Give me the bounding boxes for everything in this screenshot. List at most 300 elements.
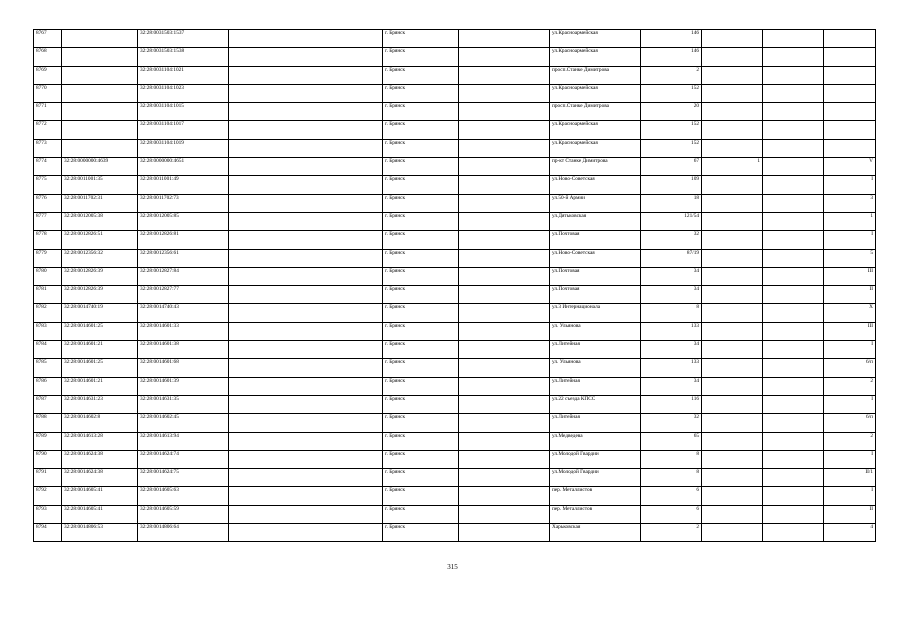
parent-cadastral-number-cell: 32:28:0012826:39 — [62, 286, 138, 304]
street-cell: ул.Литейная — [550, 341, 641, 359]
table-row — [34, 469, 876, 487]
parent-cadastral-number-cell: 32:28:0014631:23 — [62, 395, 138, 413]
premises-cell: I — [824, 231, 876, 249]
street-cell: ул.Почтовая — [550, 231, 641, 249]
house-number-cell: 146 — [641, 48, 702, 66]
table-row — [34, 194, 876, 212]
cadastral-number-cell: 32:28:0031503:1537 — [138, 30, 229, 48]
cadastral-number-cell: 32:28:0012005:85 — [138, 212, 229, 230]
empty-cell — [229, 249, 383, 267]
empty-cell — [229, 84, 383, 102]
city-cell: г. Брянск — [383, 377, 459, 395]
empty-cell — [229, 212, 383, 230]
building-cell — [702, 505, 763, 523]
empty-cell — [229, 414, 383, 432]
empty-cell — [229, 377, 383, 395]
building-cell — [702, 231, 763, 249]
city-cell: г. Брянск — [383, 469, 459, 487]
street-cell: ул.Медведева — [550, 432, 641, 450]
building-cell — [702, 304, 763, 322]
premises-cell: 6/п — [824, 359, 876, 377]
table-row — [34, 432, 876, 450]
row-number-cell: 8777 — [34, 212, 62, 230]
premises-cell — [824, 66, 876, 84]
empty-cell — [229, 267, 383, 285]
premises-cell: 3 — [824, 194, 876, 212]
page-number: 315 — [447, 563, 458, 571]
cadastral-number-cell: 32:28:0014740:43 — [138, 304, 229, 322]
city-cell: г. Брянск — [383, 505, 459, 523]
city-cell: г. Брянск — [383, 304, 459, 322]
house-number-cell: 6 — [641, 505, 702, 523]
empty-cell — [763, 194, 824, 212]
cadastral-number-cell: 32:28:0014602:45 — [138, 414, 229, 432]
premises-cell: I — [824, 450, 876, 468]
row-number-cell: 8775 — [34, 176, 62, 194]
building-cell — [702, 432, 763, 450]
row-number-cell: 8771 — [34, 103, 62, 121]
street-cell: ул.3 Интернационала — [550, 304, 641, 322]
empty-cell — [763, 158, 824, 176]
house-number-cell: 34 — [641, 341, 702, 359]
city-cell: г. Брянск — [383, 341, 459, 359]
empty-cell — [229, 30, 383, 48]
parent-cadastral-number-cell — [62, 30, 138, 48]
house-number-cell: 133 — [641, 359, 702, 377]
empty-cell — [229, 103, 383, 121]
empty-cell — [763, 30, 824, 48]
cadastral-number-cell: 32:28:0014601:33 — [138, 322, 229, 340]
empty-cell — [229, 139, 383, 157]
building-cell — [702, 121, 763, 139]
building-cell — [702, 524, 763, 542]
city-cell: г. Брянск — [383, 158, 459, 176]
street-cell: ул.Красноармейская — [550, 30, 641, 48]
empty-cell — [459, 377, 550, 395]
premises-cell: I — [824, 341, 876, 359]
empty-cell — [459, 322, 550, 340]
table-row — [34, 414, 876, 432]
parent-cadastral-number-cell: 32:28:0014624:38 — [62, 450, 138, 468]
city-cell: г. Брянск — [383, 286, 459, 304]
cadastral-number-cell: 32:28:0014601:39 — [138, 377, 229, 395]
city-cell: г. Брянск — [383, 176, 459, 194]
empty-cell — [763, 524, 824, 542]
street-cell: ул.Ново-Советская — [550, 176, 641, 194]
house-number-cell: 34 — [641, 267, 702, 285]
building-cell — [702, 377, 763, 395]
parent-cadastral-number-cell — [62, 84, 138, 102]
empty-cell — [763, 66, 824, 84]
premises-cell: V — [824, 158, 876, 176]
building-cell — [702, 212, 763, 230]
empty-cell — [459, 231, 550, 249]
cadastral-number-cell: 32:28:0031104:1023 — [138, 84, 229, 102]
house-number-cell: 32 — [641, 414, 702, 432]
premises-cell: X — [824, 304, 876, 322]
table-row — [34, 267, 876, 285]
cadastral-number-cell: 32:28:0014624:75 — [138, 469, 229, 487]
empty-cell — [229, 158, 383, 176]
empty-cell — [229, 286, 383, 304]
premises-cell: III — [824, 322, 876, 340]
street-cell: ул.Ново-Советская — [550, 249, 641, 267]
premises-cell: 4 — [824, 524, 876, 542]
empty-cell — [763, 414, 824, 432]
empty-cell — [763, 432, 824, 450]
street-cell: ул.Почтовая — [550, 286, 641, 304]
premises-cell: 2 — [824, 377, 876, 395]
city-cell: г. Брянск — [383, 194, 459, 212]
street-cell: ул.50-й Армии — [550, 194, 641, 212]
empty-cell — [459, 30, 550, 48]
cadastral-number-cell: 32:28:0014605:59 — [138, 505, 229, 523]
cadastral-number-cell: 32:28:0031104:1015 — [138, 103, 229, 121]
house-number-cell: 32 — [641, 231, 702, 249]
empty-cell — [459, 84, 550, 102]
building-cell — [702, 341, 763, 359]
house-number-cell: 109 — [641, 176, 702, 194]
empty-cell — [763, 249, 824, 267]
empty-cell — [763, 487, 824, 505]
row-number-cell: 8783 — [34, 322, 62, 340]
building-cell — [702, 395, 763, 413]
empty-cell — [459, 212, 550, 230]
cadastral-number-cell: 32:28:0012827:77 — [138, 286, 229, 304]
parent-cadastral-number-cell: 32:28:0014605:41 — [62, 505, 138, 523]
cadastral-number-cell: 32:28:0014613:94 — [138, 432, 229, 450]
register-rows — [34, 30, 876, 542]
house-number-cell: 87/19 — [641, 249, 702, 267]
empty-cell — [763, 450, 824, 468]
table-row — [34, 212, 876, 230]
premises-cell: I — [824, 487, 876, 505]
building-cell — [702, 176, 763, 194]
parent-cadastral-number-cell: 32:28:0014602:8 — [62, 414, 138, 432]
table-row — [34, 450, 876, 468]
cadastral-number-cell: 32:28:0000000:4651 — [138, 158, 229, 176]
street-cell: ул. Ульянова — [550, 322, 641, 340]
row-number-cell: 8768 — [34, 48, 62, 66]
parent-cadastral-number-cell: 32:28:0012005:38 — [62, 212, 138, 230]
empty-cell — [459, 304, 550, 322]
row-number-cell: 8784 — [34, 341, 62, 359]
premises-cell: 2 — [824, 432, 876, 450]
street-cell: ул.Молодой Гвардии — [550, 469, 641, 487]
cadastral-number-cell: 32:28:0011001:49 — [138, 176, 229, 194]
parent-cadastral-number-cell: 32:28:0011702:31 — [62, 194, 138, 212]
empty-cell — [459, 524, 550, 542]
parent-cadastral-number-cell: 32:28:0014605:41 — [62, 487, 138, 505]
cadastral-number-cell: 32:28:0014601:38 — [138, 341, 229, 359]
parent-cadastral-number-cell — [62, 121, 138, 139]
table-row — [34, 359, 876, 377]
house-number-cell: 18 — [641, 194, 702, 212]
cadastral-number-cell: 32:28:0014601:68 — [138, 359, 229, 377]
row-number-cell: 8770 — [34, 84, 62, 102]
empty-cell — [459, 487, 550, 505]
table-row — [34, 249, 876, 267]
row-number-cell: 8789 — [34, 432, 62, 450]
empty-cell — [459, 450, 550, 468]
table-row — [34, 341, 876, 359]
house-number-cell: 6 — [641, 487, 702, 505]
building-cell — [702, 249, 763, 267]
parent-cadastral-number-cell: 32:28:0012356:32 — [62, 249, 138, 267]
empty-cell — [229, 487, 383, 505]
parent-cadastral-number-cell: 32:28:0014601:25 — [62, 322, 138, 340]
city-cell: г. Брянск — [383, 487, 459, 505]
building-cell — [702, 267, 763, 285]
row-number-cell: 8769 — [34, 66, 62, 84]
street-cell: пер. Металлистов — [550, 505, 641, 523]
city-cell: г. Брянск — [383, 395, 459, 413]
empty-cell — [229, 121, 383, 139]
street-cell: ул.Литейная — [550, 414, 641, 432]
parent-cadastral-number-cell: 32:28:0014740:19 — [62, 304, 138, 322]
street-cell: ул.Литейная — [550, 377, 641, 395]
empty-cell — [763, 341, 824, 359]
row-number-cell: 8791 — [34, 469, 62, 487]
cadastral-number-cell: 32:28:0012356:61 — [138, 249, 229, 267]
parent-cadastral-number-cell: 32:28:0012826:51 — [62, 231, 138, 249]
street-cell: просп.Станке Димитрова — [550, 66, 641, 84]
table-row — [34, 286, 876, 304]
building-cell — [702, 139, 763, 157]
building-cell: 1 — [702, 158, 763, 176]
row-number-cell: 8774 — [34, 158, 62, 176]
parent-cadastral-number-cell: 32:28:0014601:21 — [62, 341, 138, 359]
empty-cell — [229, 304, 383, 322]
parent-cadastral-number-cell: 32:28:0014624:38 — [62, 469, 138, 487]
table-row — [34, 30, 876, 48]
empty-cell — [459, 176, 550, 194]
empty-cell — [229, 505, 383, 523]
empty-cell — [229, 432, 383, 450]
register-table — [33, 29, 876, 542]
city-cell: г. Брянск — [383, 30, 459, 48]
table-row — [34, 66, 876, 84]
street-cell: пер. Металлистов — [550, 487, 641, 505]
empty-cell — [763, 121, 824, 139]
empty-cell — [459, 359, 550, 377]
house-number-cell: 2 — [641, 524, 702, 542]
house-number-cell: 34 — [641, 286, 702, 304]
empty-cell — [229, 322, 383, 340]
cadastral-number-cell: 32:28:0012827:84 — [138, 267, 229, 285]
house-number-cell: 152 — [641, 84, 702, 102]
premises-cell — [824, 139, 876, 157]
empty-cell — [229, 194, 383, 212]
cadastral-number-cell: 32:28:0031503:1538 — [138, 48, 229, 66]
row-number-cell: 8781 — [34, 286, 62, 304]
empty-cell — [229, 231, 383, 249]
empty-cell — [763, 48, 824, 66]
parent-cadastral-number-cell: 32:28:0012826:39 — [62, 267, 138, 285]
building-cell — [702, 103, 763, 121]
empty-cell — [229, 524, 383, 542]
premises-cell — [824, 103, 876, 121]
cadastral-number-cell: 32:28:0012826:81 — [138, 231, 229, 249]
empty-cell — [459, 194, 550, 212]
table-row — [34, 304, 876, 322]
cadastral-number-cell: 32:28:0031104:1021 — [138, 66, 229, 84]
empty-cell — [763, 231, 824, 249]
street-cell: ул.Красноармейская — [550, 84, 641, 102]
building-cell — [702, 469, 763, 487]
table-row — [34, 377, 876, 395]
empty-cell — [229, 469, 383, 487]
empty-cell — [229, 341, 383, 359]
empty-cell — [763, 139, 824, 157]
empty-cell — [763, 103, 824, 121]
premises-cell: I — [824, 176, 876, 194]
street-cell: ул.22 съезда КПСС — [550, 395, 641, 413]
row-number-cell: 8786 — [34, 377, 62, 395]
cadastral-number-cell: 32:28:0031104:1019 — [138, 139, 229, 157]
premises-cell: II/1 — [824, 469, 876, 487]
premises-cell — [824, 121, 876, 139]
empty-cell — [229, 176, 383, 194]
parent-cadastral-number-cell: 32:28:0000000:4639 — [62, 158, 138, 176]
street-cell: ул. Ульянова — [550, 359, 641, 377]
empty-cell — [459, 249, 550, 267]
parent-cadastral-number-cell — [62, 48, 138, 66]
empty-cell — [763, 359, 824, 377]
empty-cell — [459, 286, 550, 304]
city-cell: г. Брянск — [383, 66, 459, 84]
parent-cadastral-number-cell: 32:28:0011001:35 — [62, 176, 138, 194]
city-cell: г. Брянск — [383, 212, 459, 230]
premises-cell: 5 — [824, 249, 876, 267]
building-cell — [702, 359, 763, 377]
empty-cell — [763, 84, 824, 102]
empty-cell — [459, 505, 550, 523]
empty-cell — [763, 267, 824, 285]
city-cell: г. Брянск — [383, 103, 459, 121]
street-cell: ул.Молодой Гвардии — [550, 450, 641, 468]
parent-cadastral-number-cell: 32:28:0014613:28 — [62, 432, 138, 450]
street-cell: ул.Красноармейская — [550, 121, 641, 139]
street-cell: Харьковская — [550, 524, 641, 542]
empty-cell — [229, 66, 383, 84]
row-number-cell: 8790 — [34, 450, 62, 468]
empty-cell — [459, 267, 550, 285]
table-row — [34, 395, 876, 413]
city-cell: г. Брянск — [383, 359, 459, 377]
city-cell: г. Брянск — [383, 231, 459, 249]
row-number-cell: 8782 — [34, 304, 62, 322]
row-number-cell: 8788 — [34, 414, 62, 432]
city-cell: г. Брянск — [383, 249, 459, 267]
row-number-cell: 8767 — [34, 30, 62, 48]
premises-cell: I — [824, 395, 876, 413]
street-cell: ул.Почтовая — [550, 267, 641, 285]
table-row — [34, 505, 876, 523]
building-cell — [702, 48, 763, 66]
cadastral-number-cell: 32:28:0014631:35 — [138, 395, 229, 413]
house-number-cell: 152 — [641, 121, 702, 139]
parent-cadastral-number-cell — [62, 66, 138, 84]
building-cell — [702, 194, 763, 212]
house-number-cell: 65 — [641, 432, 702, 450]
house-number-cell: 152 — [641, 139, 702, 157]
empty-cell — [459, 395, 550, 413]
building-cell — [702, 414, 763, 432]
building-cell — [702, 286, 763, 304]
house-number-cell: 8 — [641, 304, 702, 322]
parent-cadastral-number-cell: 32:28:0014806:53 — [62, 524, 138, 542]
city-cell: г. Брянск — [383, 450, 459, 468]
empty-cell — [459, 469, 550, 487]
table-row — [34, 48, 876, 66]
street-cell: просп.Станке Димитрова — [550, 103, 641, 121]
city-cell: г. Брянск — [383, 267, 459, 285]
row-number-cell: 8780 — [34, 267, 62, 285]
city-cell: г. Брянск — [383, 84, 459, 102]
empty-cell — [763, 395, 824, 413]
city-cell: г. Брянск — [383, 48, 459, 66]
premises-cell: II — [824, 286, 876, 304]
parent-cadastral-number-cell: 32:28:0014601:25 — [62, 359, 138, 377]
row-number-cell: 8785 — [34, 359, 62, 377]
table-row — [34, 487, 876, 505]
city-cell: г. Брянск — [383, 414, 459, 432]
city-cell: г. Брянск — [383, 432, 459, 450]
parent-cadastral-number-cell — [62, 103, 138, 121]
house-number-cell: 2 — [641, 66, 702, 84]
parent-cadastral-number-cell — [62, 139, 138, 157]
house-number-cell: 67 — [641, 158, 702, 176]
house-number-cell: 116 — [641, 395, 702, 413]
cadastral-number-cell: 32:28:0014605:63 — [138, 487, 229, 505]
row-number-cell: 8778 — [34, 231, 62, 249]
street-cell: ул.Красноармейская — [550, 139, 641, 157]
empty-cell — [763, 377, 824, 395]
row-number-cell: 8794 — [34, 524, 62, 542]
empty-cell — [459, 139, 550, 157]
table-row — [34, 322, 876, 340]
premises-cell: 1 — [824, 212, 876, 230]
premises-cell — [824, 30, 876, 48]
table-row — [34, 121, 876, 139]
empty-cell — [229, 450, 383, 468]
table-row — [34, 524, 876, 542]
city-cell: г. Брянск — [383, 524, 459, 542]
house-number-cell: 8 — [641, 450, 702, 468]
city-cell: г. Брянск — [383, 322, 459, 340]
empty-cell — [459, 121, 550, 139]
row-number-cell: 8779 — [34, 249, 62, 267]
row-number-cell: 8793 — [34, 505, 62, 523]
empty-cell — [459, 341, 550, 359]
house-number-cell: 146 — [641, 30, 702, 48]
empty-cell — [229, 395, 383, 413]
empty-cell — [229, 359, 383, 377]
empty-cell — [229, 48, 383, 66]
cadastral-number-cell: 32:28:0014624:74 — [138, 450, 229, 468]
house-number-cell: 133 — [641, 322, 702, 340]
building-cell — [702, 487, 763, 505]
city-cell: г. Брянск — [383, 121, 459, 139]
row-number-cell: 8787 — [34, 395, 62, 413]
row-number-cell: 8792 — [34, 487, 62, 505]
street-cell: ул.Дятьковская — [550, 212, 641, 230]
empty-cell — [763, 304, 824, 322]
empty-cell — [459, 158, 550, 176]
building-cell — [702, 322, 763, 340]
empty-cell — [459, 432, 550, 450]
